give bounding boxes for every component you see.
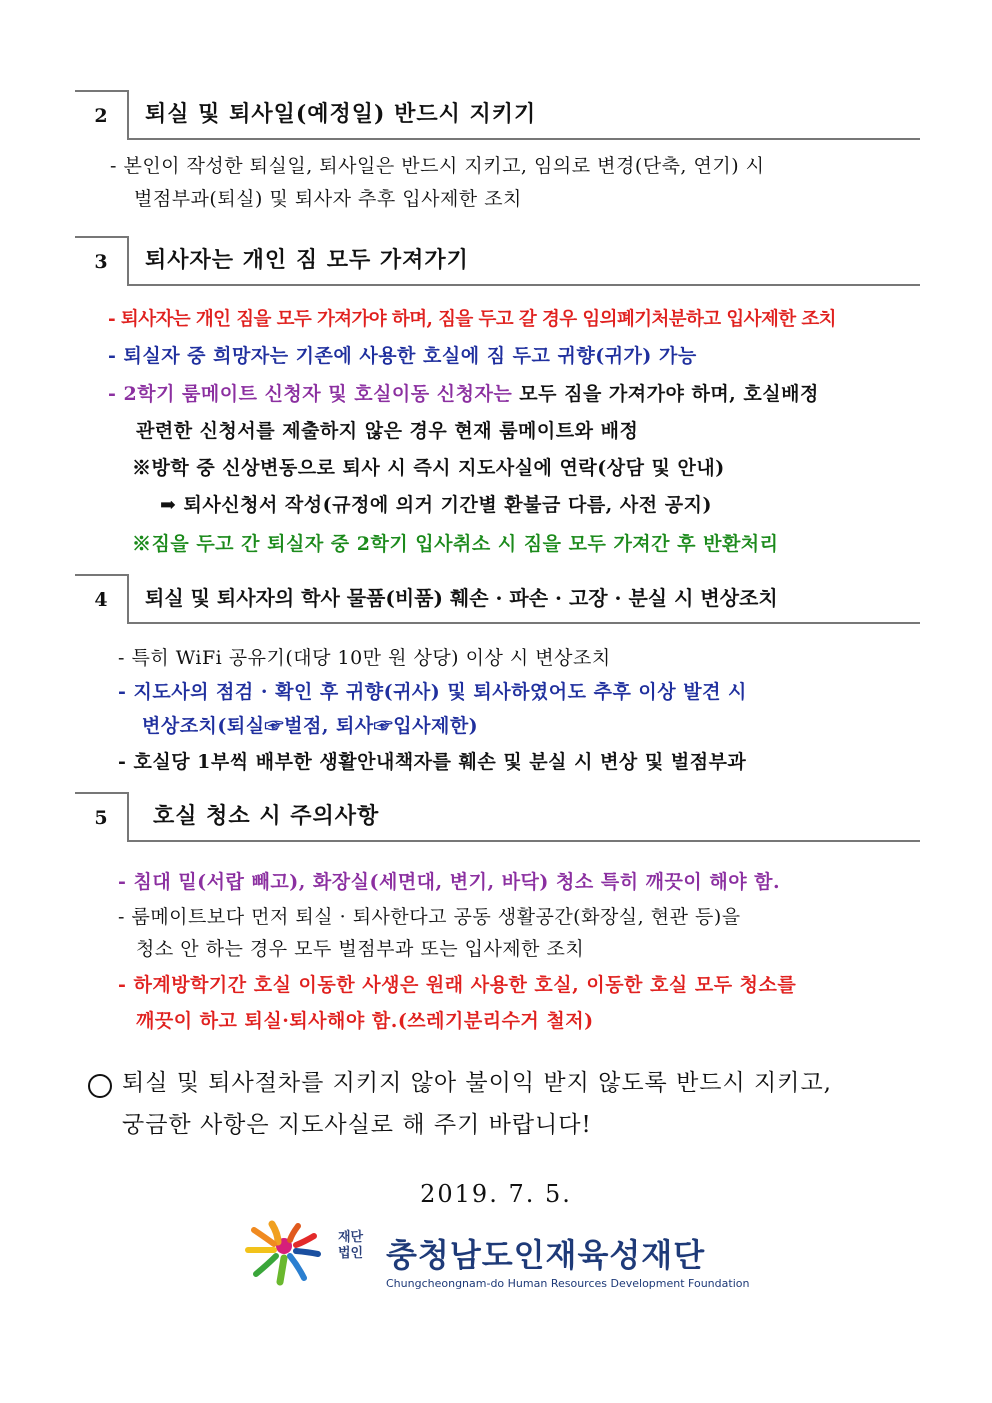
section-title: 퇴실 및 퇴사자의 학사 물품(비품) 훼손 · 파손 · 고장 · 분실 시 변상조치	[145, 586, 778, 610]
text-line: 관련한 신청서를 제출하지 않은 경우 현재 룸메이트와 배정	[136, 420, 639, 442]
circle-bullet-icon	[88, 1074, 112, 1098]
section-2-header	[75, 90, 920, 140]
text-line: 깨끗이 하고 퇴실·퇴사해야 함.(쓰레기분리수거 철저)	[136, 1010, 594, 1032]
divider	[129, 284, 920, 286]
text-line: ※짐을 두고 간 퇴실자 중 2학기 입사취소 시 짐을 모두 가져간 후 반환처리	[132, 533, 779, 555]
logo-name: 충청남도인재육성재단	[386, 1236, 706, 1274]
text-line: - 퇴실자 중 희망자는 기존에 사용한 호실에 짐 두고 귀향(귀가) 가능	[108, 345, 697, 367]
divider	[129, 138, 920, 140]
divider	[129, 622, 920, 624]
section-title: 호실 청소 시 주의사항	[153, 803, 380, 829]
logo-prefix	[338, 1230, 363, 1262]
section-title: 퇴실 및 퇴사일(예정일) 반드시 지키기	[145, 101, 537, 127]
section-title: 퇴사자는 개인 짐 모두 가져가기	[145, 247, 469, 273]
section-4-header	[75, 574, 920, 624]
text-span: - 2학기 룸메이트 신청자 및 호실이동 신청자는	[108, 383, 513, 405]
text-line: - 퇴사자는 개인 짐을 모두 가져가야 하며, 짐을 두고 갈 경우 임의폐기처분하고 입사제한 조치	[108, 309, 836, 330]
divider	[129, 840, 920, 842]
section-number: 2	[75, 90, 129, 140]
text-line: ※방학 중 신상변동으로 퇴사 시 즉시 지도사실에 연락(상담 및 안내)	[132, 457, 725, 479]
closing-line: 궁금한 사항은 지도사실로 해 주기 바랍니다!	[122, 1112, 592, 1138]
text-line: ➡ 퇴사신청서 작성(규정에 의거 기간별 환불금 다름, 사전 공지)	[160, 494, 712, 516]
text-line: - 룸메이트보다 먼저 퇴실 · 퇴사한다고 공동 생활공간(화장실, 현관 등)을	[118, 906, 741, 928]
text-line: - 본인이 작성한 퇴실일, 퇴사일은 반드시 지키고, 임의로 변경(단축, 연기) 시	[110, 155, 765, 177]
section-5-header	[75, 792, 920, 842]
document-date: 2019. 7. 5.	[420, 1180, 572, 1208]
text-line	[108, 381, 819, 407]
section-number: 3	[75, 236, 129, 286]
text-line: 변상조치(퇴실☞벌점, 퇴사☞입사제한)	[142, 715, 479, 737]
text-line: - 하계방학기간 호실 이동한 사생은 원래 사용한 호실, 이동한 호실 모두 청소를	[118, 974, 797, 996]
section-number: 4	[75, 574, 129, 624]
closing-line: 퇴실 및 퇴사절차를 지키지 않아 불이익 받지 않도록 반드시 지키고,	[122, 1070, 832, 1096]
text-line: 벌점부과(퇴실) 및 퇴사자 추후 입사제한 조치	[134, 188, 522, 210]
text-span: 모두 짐을 가져가야 하며, 호실배정	[512, 383, 819, 405]
text-line: - 침대 밑(서랍 빼고), 화장실(세면대, 변기, 바닥) 청소 특히 깨끗이 해야 함.	[118, 871, 781, 893]
logo-prefix-top: 재단	[338, 1230, 364, 1245]
text-line: - 특히 WiFi 공유기(대당 10만 원 상당) 이상 시 변상조치	[118, 647, 611, 669]
logo-subtitle: Chungcheongnam-do Human Resources Development Foundation	[386, 1277, 750, 1290]
section-3-header	[75, 236, 920, 286]
logo-prefix-bottom: 법인	[338, 1246, 364, 1261]
text-line: - 지도사의 점검 · 확인 후 귀향(귀사) 및 퇴사하였어도 추후 이상 발견 시	[118, 681, 747, 703]
section-number: 5	[75, 792, 129, 842]
text-line: - 호실당 1부씩 배부한 생활안내책자를 훼손 및 분실 시 변상 및 벌점부과	[118, 751, 747, 773]
text-line: 청소 안 하는 경우 모두 벌점부과 또는 입사제한 조치	[136, 938, 585, 960]
